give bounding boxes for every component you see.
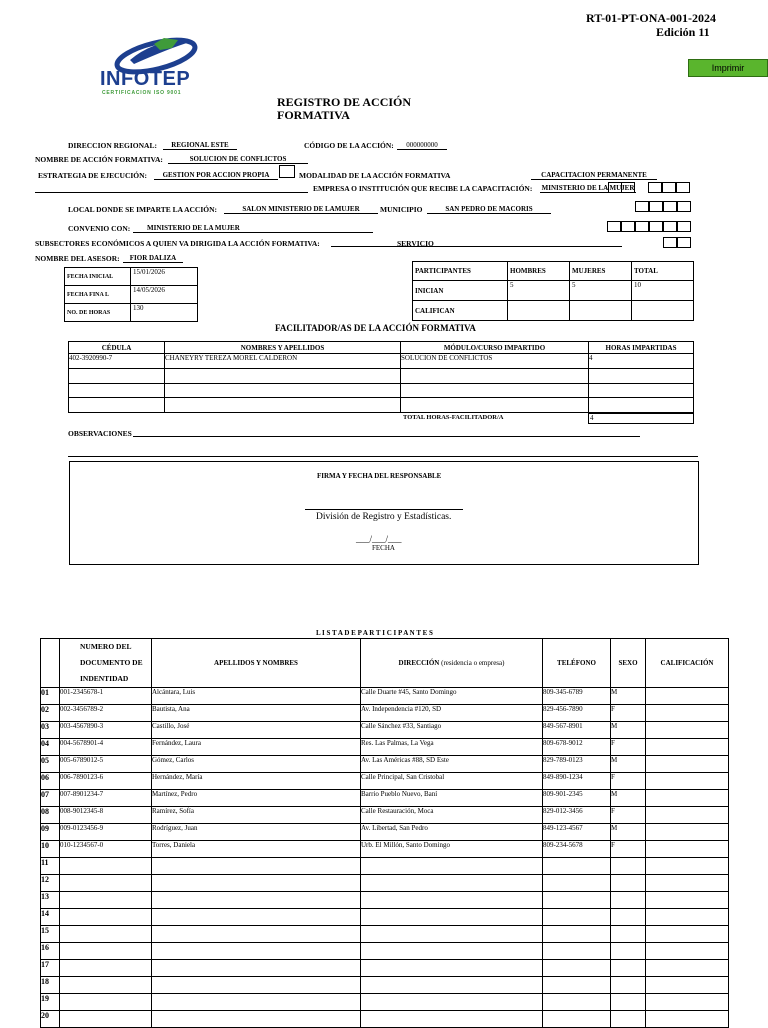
document-code: RT-01-PT-ONA-001-2024 — [586, 11, 717, 25]
fecha-inicial-label: FECHA INICIAL — [65, 268, 131, 286]
row-sexo[interactable] — [611, 926, 646, 943]
codigo-label: CÓDIGO DE LA ACCIÓN: — [304, 141, 394, 150]
code-box[interactable] — [663, 237, 677, 248]
row-telefono[interactable] — [543, 960, 611, 977]
facilitator-empty-cell[interactable] — [589, 398, 694, 413]
row-telefono[interactable]: 829-789-0123 — [543, 756, 611, 773]
row-calificacion[interactable] — [646, 875, 729, 892]
row-direccion[interactable] — [361, 1011, 543, 1028]
nombre-label: NOMBRE DE ACCIÓN FORMATIVA: — [35, 155, 163, 164]
participants-title: L I S T A D E P A R T I C I P A N T E S — [316, 629, 433, 637]
table-row — [41, 926, 729, 943]
facilitator-empty-cell[interactable] — [69, 369, 165, 384]
table-row — [41, 909, 729, 926]
header-direccion-normal: (residencia o empresa) — [439, 659, 505, 667]
empresa-blank-line — [35, 192, 308, 193]
fecha-final-label: FECHA FINA L — [65, 286, 131, 304]
table-row — [41, 943, 729, 960]
facilitator-empty-cell[interactable] — [69, 398, 165, 413]
row-nombre[interactable]: Castillo, José — [152, 722, 361, 739]
row-calificacion[interactable] — [646, 1011, 729, 1028]
row-calificacion[interactable] — [646, 722, 729, 739]
observaciones-line[interactable] — [133, 436, 640, 437]
row-number: 17 — [41, 960, 60, 977]
row-calificacion[interactable] — [646, 756, 729, 773]
row-telefono[interactable]: 849-567-8901 — [543, 722, 611, 739]
page-title — [277, 96, 411, 122]
stats-header-participantes: PARTICIPANTES — [413, 262, 508, 281]
observaciones-label: OBSERVACIONES — [68, 429, 132, 438]
table-row — [41, 807, 729, 824]
row-sexo[interactable] — [611, 960, 646, 977]
subsectores-label: SUBSECTORES ECONÓMICOS A QUIEN VA DIRIGIDA LA ACCIÓN FORMATIVA: — [35, 239, 320, 248]
row-number: 11 — [41, 858, 60, 875]
row-documento[interactable] — [60, 977, 152, 994]
nombre-field[interactable]: SOLUCION DE CONFLICTOS — [168, 155, 308, 164]
table-row — [41, 994, 729, 1011]
row-direccion[interactable] — [361, 943, 543, 960]
horas-field[interactable]: 130 — [131, 304, 198, 322]
row-nombre[interactable]: Rodríguez, Juan — [152, 824, 361, 841]
code-box[interactable] — [677, 221, 691, 232]
row-nombre[interactable] — [152, 943, 361, 960]
header-documento-line-1: NUMERO DEL — [80, 642, 132, 651]
code-box[interactable] — [635, 221, 649, 232]
row-calificacion[interactable] — [646, 943, 729, 960]
row-sexo[interactable]: F — [611, 705, 646, 722]
signature-date-field[interactable]: ___/___/___ — [356, 534, 402, 544]
dates-table — [64, 267, 198, 322]
table-row — [41, 773, 729, 790]
row-telefono[interactable] — [543, 1011, 611, 1028]
header-nombres: NOMBRES Y APELLIDOS — [165, 342, 401, 354]
row-calificacion[interactable] — [646, 705, 729, 722]
stats-header-mujeres: MUJERES — [570, 262, 632, 281]
division-label: División de Registro y Estadísticas. — [316, 512, 452, 522]
code-box[interactable] — [676, 182, 690, 193]
califican-total[interactable] — [632, 301, 694, 321]
row-documento[interactable]: 007-8901234-7 — [60, 790, 152, 807]
header-modulo: MÓDULO/CURSO IMPARTIDO — [401, 342, 589, 354]
subsectores-line — [331, 246, 622, 247]
header-documento-line-3: INDENTIDAD — [80, 674, 129, 683]
row-direccion[interactable] — [361, 892, 543, 909]
row-calificacion[interactable] — [646, 773, 729, 790]
modalidad-field[interactable]: CAPACITACION PERMANENTE — [531, 171, 657, 180]
header-horas: HORAS IMPARTIDAS — [589, 342, 694, 354]
row-documento[interactable] — [60, 875, 152, 892]
row-telefono[interactable] — [543, 977, 611, 994]
table-row — [41, 688, 729, 705]
row-sexo[interactable]: M — [611, 688, 646, 705]
row-telefono[interactable]: 809-901-2345 — [543, 790, 611, 807]
row-direccion[interactable]: Av. Libertad, San Pedro — [361, 824, 543, 841]
row-sexo[interactable] — [611, 1011, 646, 1028]
header-sexo: SEXO — [611, 639, 646, 688]
table-row — [41, 960, 729, 977]
row-direccion[interactable]: Urb. El Millón, Santo Domingo — [361, 841, 543, 858]
row-sexo[interactable] — [611, 994, 646, 1011]
row-direccion[interactable]: Barrio Pueblo Nuevo, Baní — [361, 790, 543, 807]
facilitator-horas[interactable]: 4 — [589, 354, 694, 369]
row-documento[interactable]: 009-0123456-9 — [60, 824, 152, 841]
row-telefono[interactable] — [543, 943, 611, 960]
califican-hombres[interactable] — [508, 301, 570, 321]
total-horas-label: TOTAL HORAS-FACILITADOR/A — [403, 414, 504, 421]
table-row — [41, 722, 729, 739]
row-calificacion[interactable] — [646, 841, 729, 858]
row-nombre[interactable]: Hernández, María — [152, 773, 361, 790]
codigo-field[interactable]: 000000000 — [397, 141, 447, 150]
row-direccion[interactable]: Calle Principal, San Cristobal — [361, 773, 543, 790]
municipio-label: MUNICIPIO — [380, 205, 423, 214]
row-sexo[interactable] — [611, 858, 646, 875]
infotep-logo — [100, 30, 212, 100]
row-direccion[interactable] — [361, 977, 543, 994]
row-sexo[interactable] — [611, 875, 646, 892]
row-documento[interactable] — [60, 1011, 152, 1028]
facilitator-modulo[interactable]: SOLUCION DE CONFLICTOS — [401, 354, 589, 369]
code-box[interactable] — [677, 237, 691, 248]
facilitator-empty-cell[interactable] — [401, 369, 589, 384]
row-documento[interactable] — [60, 960, 152, 977]
row-number: 05 — [41, 756, 60, 773]
row-sexo[interactable]: F — [611, 807, 646, 824]
code-box[interactable] — [649, 201, 663, 212]
table-row — [41, 977, 729, 994]
row-direccion[interactable]: Av. Las Américas #88, SD Este — [361, 756, 543, 773]
row-sexo[interactable]: F — [611, 773, 646, 790]
row-documento[interactable] — [60, 994, 152, 1011]
estrategia-label: ESTRATEGIA DE EJECUCIÓN: — [38, 171, 148, 180]
table-row — [41, 705, 729, 722]
code-box[interactable] — [677, 201, 691, 212]
row-calificacion[interactable] — [646, 790, 729, 807]
row-number: 01 — [41, 688, 60, 705]
empresa-label: EMPRESA O INSTITUCIÓN QUE RECIBE LA CAPACITACIÓN: — [313, 184, 533, 193]
participant-rows — [41, 688, 729, 1028]
row-number: 19 — [41, 994, 60, 1011]
row-nombre[interactable] — [152, 960, 361, 977]
row-telefono[interactable] — [543, 875, 611, 892]
row-documento[interactable]: 002-3456789-2 — [60, 705, 152, 722]
row-direccion[interactable] — [361, 858, 543, 875]
row-documento[interactable] — [60, 892, 152, 909]
code-box[interactable] — [621, 182, 635, 193]
code-box[interactable] — [649, 221, 663, 232]
code-box[interactable] — [607, 221, 621, 232]
table-row — [41, 739, 729, 756]
row-telefono[interactable] — [543, 892, 611, 909]
logo-certification: CERTIFICACION ISO 9001 — [102, 90, 182, 96]
row-sexo[interactable] — [611, 892, 646, 909]
edition-label: Edición 11 — [656, 25, 710, 39]
header-apellidos: APELLIDOS Y NOMBRES — [152, 639, 361, 688]
row-number: 10 — [41, 841, 60, 858]
row-nombre[interactable]: Martínez, Pedro — [152, 790, 361, 807]
print-button[interactable]: Imprimir — [688, 59, 768, 77]
row-documento[interactable]: 008-9012345-8 — [60, 807, 152, 824]
row-telefono[interactable]: 829-456-7890 — [543, 705, 611, 722]
row-direccion[interactable] — [361, 926, 543, 943]
estrategia-field[interactable]: GESTION POR ACCION PROPIA — [154, 171, 278, 180]
row-number: 18 — [41, 977, 60, 994]
row-number: 09 — [41, 824, 60, 841]
row-nombre[interactable] — [152, 858, 361, 875]
row-documento[interactable]: 010-1234567-0 — [60, 841, 152, 858]
header-documento — [60, 639, 152, 688]
row-sexo[interactable]: M — [611, 722, 646, 739]
row-documento[interactable]: 001-2345678-1 — [60, 688, 152, 705]
total-horas-field[interactable]: 4 — [588, 413, 694, 424]
municipio-field[interactable]: SAN PEDRO DE MACORIS — [427, 205, 551, 214]
row-documento[interactable]: 006-7890123-6 — [60, 773, 152, 790]
asesor-field[interactable]: FIOR DALIZA — [123, 254, 183, 263]
facilitator-empty-cell[interactable] — [165, 398, 401, 413]
convenio-label: CONVENIO CON: — [68, 224, 131, 233]
row-telefono[interactable] — [543, 994, 611, 1011]
row-number: 08 — [41, 807, 60, 824]
direccion-field[interactable]: REGIONAL ESTE — [163, 141, 237, 150]
row-calificacion[interactable] — [646, 688, 729, 705]
code-box[interactable] — [662, 182, 676, 193]
row-number: 07 — [41, 790, 60, 807]
row-number: 15 — [41, 926, 60, 943]
inician-total[interactable]: 10 — [632, 281, 694, 301]
header-cedula: CÉDULA — [69, 342, 165, 354]
estrategia-box[interactable] — [279, 165, 295, 178]
row-calificacion[interactable] — [646, 909, 729, 926]
title-line-2: FORMATIVA — [277, 108, 350, 122]
row-telefono[interactable]: 829-012-3456 — [543, 807, 611, 824]
row-nombre[interactable]: Torres, Daniela — [152, 841, 361, 858]
table-row — [41, 790, 729, 807]
row-direccion[interactable] — [361, 960, 543, 977]
table-row — [41, 756, 729, 773]
facilitator-empty-cell[interactable] — [401, 384, 589, 398]
code-box[interactable] — [608, 182, 622, 193]
signature-title: FIRMA Y FECHA DEL RESPONSABLE — [317, 472, 442, 480]
convenio-field[interactable]: MINISTERIO DE LA MUJER — [133, 224, 373, 233]
row-telefono[interactable]: 849-123-4567 — [543, 824, 611, 841]
row-telefono[interactable]: 809-678-9012 — [543, 739, 611, 756]
facilitator-cedula[interactable]: 402-3920990-7 — [69, 354, 165, 369]
local-label: LOCAL DONDE SE IMPARTE LA ACCIÓN: — [68, 205, 217, 214]
local-field[interactable]: SALON MINISTERIO DE LAMUJER — [224, 205, 378, 214]
table-row — [41, 841, 729, 858]
row-sexo[interactable]: F — [611, 739, 646, 756]
califican-label: CALIFICAN — [413, 301, 508, 321]
row-direccion[interactable]: Res. Las Palmas, La Vega — [361, 739, 543, 756]
row-direccion[interactable]: Calle Restauración, Moca — [361, 807, 543, 824]
row-calificacion[interactable] — [646, 977, 729, 994]
row-sexo[interactable]: M — [611, 756, 646, 773]
row-calificacion[interactable] — [646, 960, 729, 977]
row-telefono[interactable] — [543, 858, 611, 875]
modalidad-label: MODALIDAD DE LA ACCIÓN FORMATIVA — [299, 171, 451, 180]
row-telefono[interactable]: 849-890-1234 — [543, 773, 611, 790]
row-number: 06 — [41, 773, 60, 790]
table-row — [41, 1011, 729, 1028]
row-nombre[interactable] — [152, 892, 361, 909]
row-direccion[interactable]: Av. Independencia #120, SD — [361, 705, 543, 722]
header-direccion-bold: DIRECCIÓN — [398, 659, 440, 667]
header-telefono: TELÉFONO — [543, 639, 611, 688]
row-nombre[interactable] — [152, 977, 361, 994]
row-direccion[interactable] — [361, 875, 543, 892]
row-calificacion[interactable] — [646, 824, 729, 841]
header-direccion — [361, 639, 543, 688]
observaciones-line-2[interactable] — [68, 456, 698, 457]
header-calificacion: CALIFICACIÓN — [646, 639, 729, 688]
row-documento[interactable] — [60, 926, 152, 943]
facilitator-empty-cell[interactable] — [165, 369, 401, 384]
stats-header-hombres: HOMBRES — [508, 262, 570, 281]
table-row — [41, 824, 729, 841]
facilitator-empty-cell[interactable] — [589, 369, 694, 384]
code-box[interactable] — [663, 201, 677, 212]
row-direccion[interactable]: Calle Duarte #45, Santo Domingo — [361, 688, 543, 705]
signature-box — [69, 461, 699, 565]
row-nombre[interactable]: Ramírez, Sofía — [152, 807, 361, 824]
fecha-inicial-field[interactable]: 15/01/2026 — [131, 268, 198, 286]
row-number: 13 — [41, 892, 60, 909]
row-documento[interactable]: 003-4567890-3 — [60, 722, 152, 739]
table-row — [41, 858, 729, 875]
asesor-label: NOMBRE DEL ASESOR: — [35, 254, 120, 263]
code-box[interactable] — [635, 201, 649, 212]
row-number: 12 — [41, 875, 60, 892]
participants-table — [40, 638, 729, 1028]
row-direccion[interactable] — [361, 994, 543, 1011]
row-nombre[interactable]: Bautista, Ana — [152, 705, 361, 722]
row-nombre[interactable] — [152, 909, 361, 926]
facilitator-empty-cell[interactable] — [589, 384, 694, 398]
facilitator-nombre[interactable]: CHANEYRY TEREZA MOREL CALDERON — [165, 354, 401, 369]
row-sexo[interactable]: M — [611, 790, 646, 807]
facilitator-empty-cell[interactable] — [69, 384, 165, 398]
row-direccion[interactable]: Calle Sánchez #33, Santiago — [361, 722, 543, 739]
row-telefono[interactable]: 809-345-6789 — [543, 688, 611, 705]
signature-line[interactable] — [305, 509, 463, 510]
row-nombre[interactable] — [152, 875, 361, 892]
title-line-1: REGISTRO DE ACCIÓN — [277, 95, 412, 109]
subsectores-field[interactable]: SERVICIO — [397, 239, 434, 248]
row-number: 02 — [41, 705, 60, 722]
stats-header-total: TOTAL — [632, 262, 694, 281]
table-row — [41, 875, 729, 892]
facilitator-title: FACILITADOR/AS DE LA ACCIÓN FORMATIVA — [275, 323, 476, 333]
row-nombre[interactable]: Fernández, Laura — [152, 739, 361, 756]
row-documento[interactable]: 004-5678901-4 — [60, 739, 152, 756]
row-calificacion[interactable] — [646, 994, 729, 1011]
row-calificacion[interactable] — [646, 926, 729, 943]
row-number: 16 — [41, 943, 60, 960]
row-number: 14 — [41, 909, 60, 926]
header-number — [41, 639, 60, 688]
row-sexo[interactable]: M — [611, 824, 646, 841]
row-nombre[interactable] — [152, 1011, 361, 1028]
horas-label: NO. DE HORAS — [65, 304, 131, 322]
row-telefono[interactable] — [543, 926, 611, 943]
row-nombre[interactable] — [152, 994, 361, 1011]
header-documento-line-2: DOCUMENTO DE — [80, 658, 143, 667]
row-documento[interactable] — [60, 943, 152, 960]
row-direccion[interactable] — [361, 909, 543, 926]
participants-stats-table — [412, 261, 694, 321]
row-nombre[interactable] — [152, 926, 361, 943]
fecha-final-field[interactable]: 14/05/2026 — [131, 286, 198, 304]
inician-label: INICIAN — [413, 281, 508, 301]
row-nombre[interactable]: Alcántara, Luis — [152, 688, 361, 705]
row-documento[interactable]: 005-6789012-5 — [60, 756, 152, 773]
inician-mujeres[interactable]: 5 — [570, 281, 632, 301]
logo-text: INFOTEP — [100, 68, 191, 90]
row-sexo[interactable]: F — [611, 841, 646, 858]
row-number: 03 — [41, 722, 60, 739]
row-calificacion[interactable] — [646, 892, 729, 909]
table-row — [41, 892, 729, 909]
row-documento[interactable] — [60, 909, 152, 926]
row-telefono[interactable]: 809-234-5678 — [543, 841, 611, 858]
row-telefono[interactable] — [543, 909, 611, 926]
facilitator-empty-cell[interactable] — [401, 398, 589, 413]
facilitator-empty-cell[interactable] — [165, 384, 401, 398]
row-sexo[interactable] — [611, 977, 646, 994]
califican-mujeres[interactable] — [570, 301, 632, 321]
code-box[interactable] — [621, 221, 635, 232]
row-calificacion[interactable] — [646, 858, 729, 875]
row-number: 04 — [41, 739, 60, 756]
row-documento[interactable] — [60, 858, 152, 875]
empresa-field[interactable]: MINISTERIO DE LA MUJER — [541, 184, 635, 192]
facilitator-table — [68, 341, 694, 413]
row-calificacion[interactable] — [646, 807, 729, 824]
row-nombre[interactable]: Gómez, Carlos — [152, 756, 361, 773]
direccion-label: DIRECCION REGIONAL: — [68, 141, 157, 150]
row-number: 20 — [41, 1011, 60, 1028]
fecha-label: FECHA — [372, 544, 395, 552]
inician-hombres[interactable]: 5 — [508, 281, 570, 301]
row-sexo[interactable] — [611, 943, 646, 960]
code-box[interactable] — [663, 221, 677, 232]
code-box[interactable] — [648, 182, 662, 193]
row-calificacion[interactable] — [646, 739, 729, 756]
row-sexo[interactable] — [611, 909, 646, 926]
